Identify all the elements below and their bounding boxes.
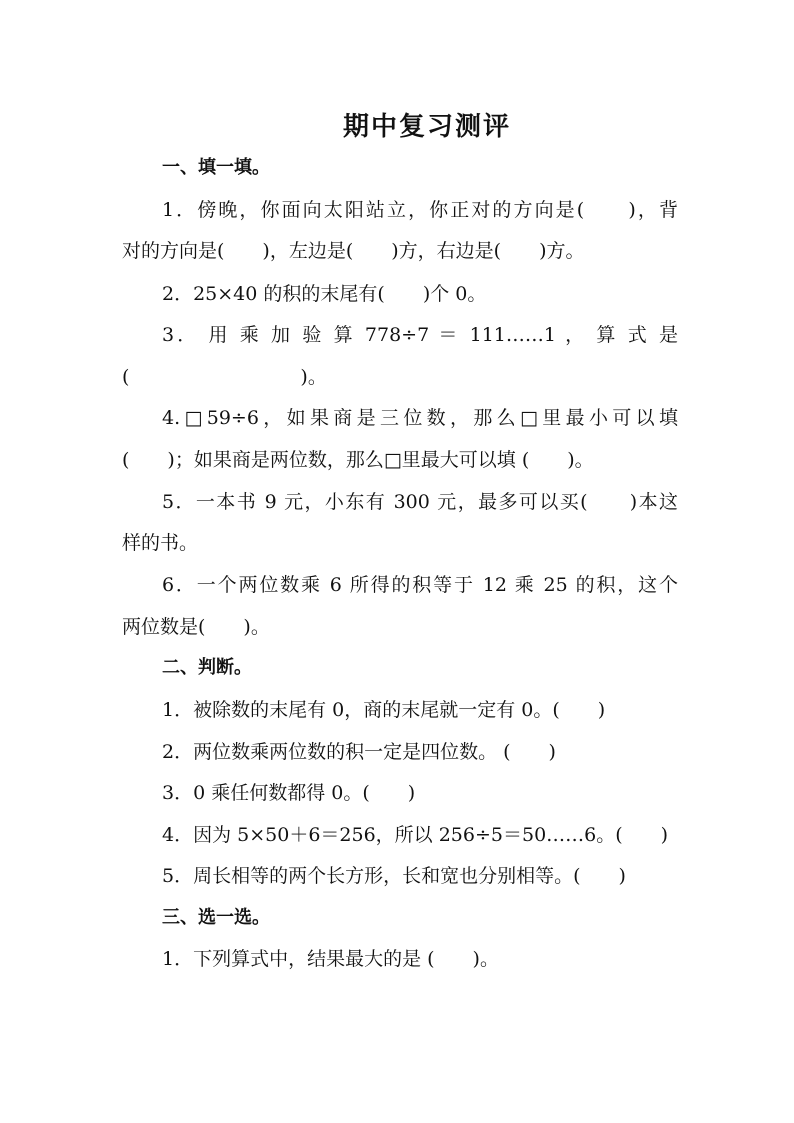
question-3-line-1: 3． 用 乘 加 验 算 778÷7 ＝ 111……1 ， 算 式 是 <box>162 324 678 346</box>
question-1-line-1: 1．傍晚，你面向太阳站立，你正对的方向是( )，背 <box>162 199 678 221</box>
question-6-line-1: 6．一个两位数乘 6 所得的积等于 12 乘 25 的积，这个 <box>162 574 678 596</box>
judge-question-5: 5．周长相等的两个长方形，长和宽也分别相等。( ) <box>162 865 626 887</box>
section-heading-choose: 三、选一选。 <box>162 907 270 928</box>
judge-question-2: 2．两位数乘两位数的积一定是四位数。 ( ) <box>162 741 556 763</box>
question-5-line-1: 5．一本书 9 元，小东有 300 元，最多可以买( )本这 <box>162 491 678 513</box>
question-2: 2．25×40 的积的末尾有( )个 0。 <box>162 283 487 305</box>
question-3-line-2: ( )。 <box>122 366 327 388</box>
question-4-line-2: ( )；如果商是两位数，那么□里最大可以填 ( )。 <box>122 449 594 471</box>
choice-question-1: 1．下列算式中，结果最大的是 ( )。 <box>162 948 499 970</box>
judge-question-3: 3．0 乘任何数都得 0。( ) <box>162 782 416 804</box>
question-5-line-2: 样的书。 <box>122 532 199 554</box>
question-4-line-1: 4.□59÷6，如果商是三位数，那么□里最小可以填 <box>162 407 678 429</box>
section-heading-fill: 一、填一填。 <box>162 157 270 178</box>
page-title: 期中复习测评 <box>342 112 511 142</box>
section-heading-judge: 二、判断。 <box>162 657 252 678</box>
question-6-line-2: 两位数是( )。 <box>122 616 270 638</box>
judge-question-1: 1．被除数的末尾有 0，商的末尾就一定有 0。( ) <box>162 699 606 721</box>
judge-question-4: 4．因为 5×50＋6＝256，所以 256÷5＝50……6。( ) <box>162 824 669 846</box>
question-1-line-2: 对的方向是( )，左边是( )方，右边是( )方。 <box>122 240 585 262</box>
